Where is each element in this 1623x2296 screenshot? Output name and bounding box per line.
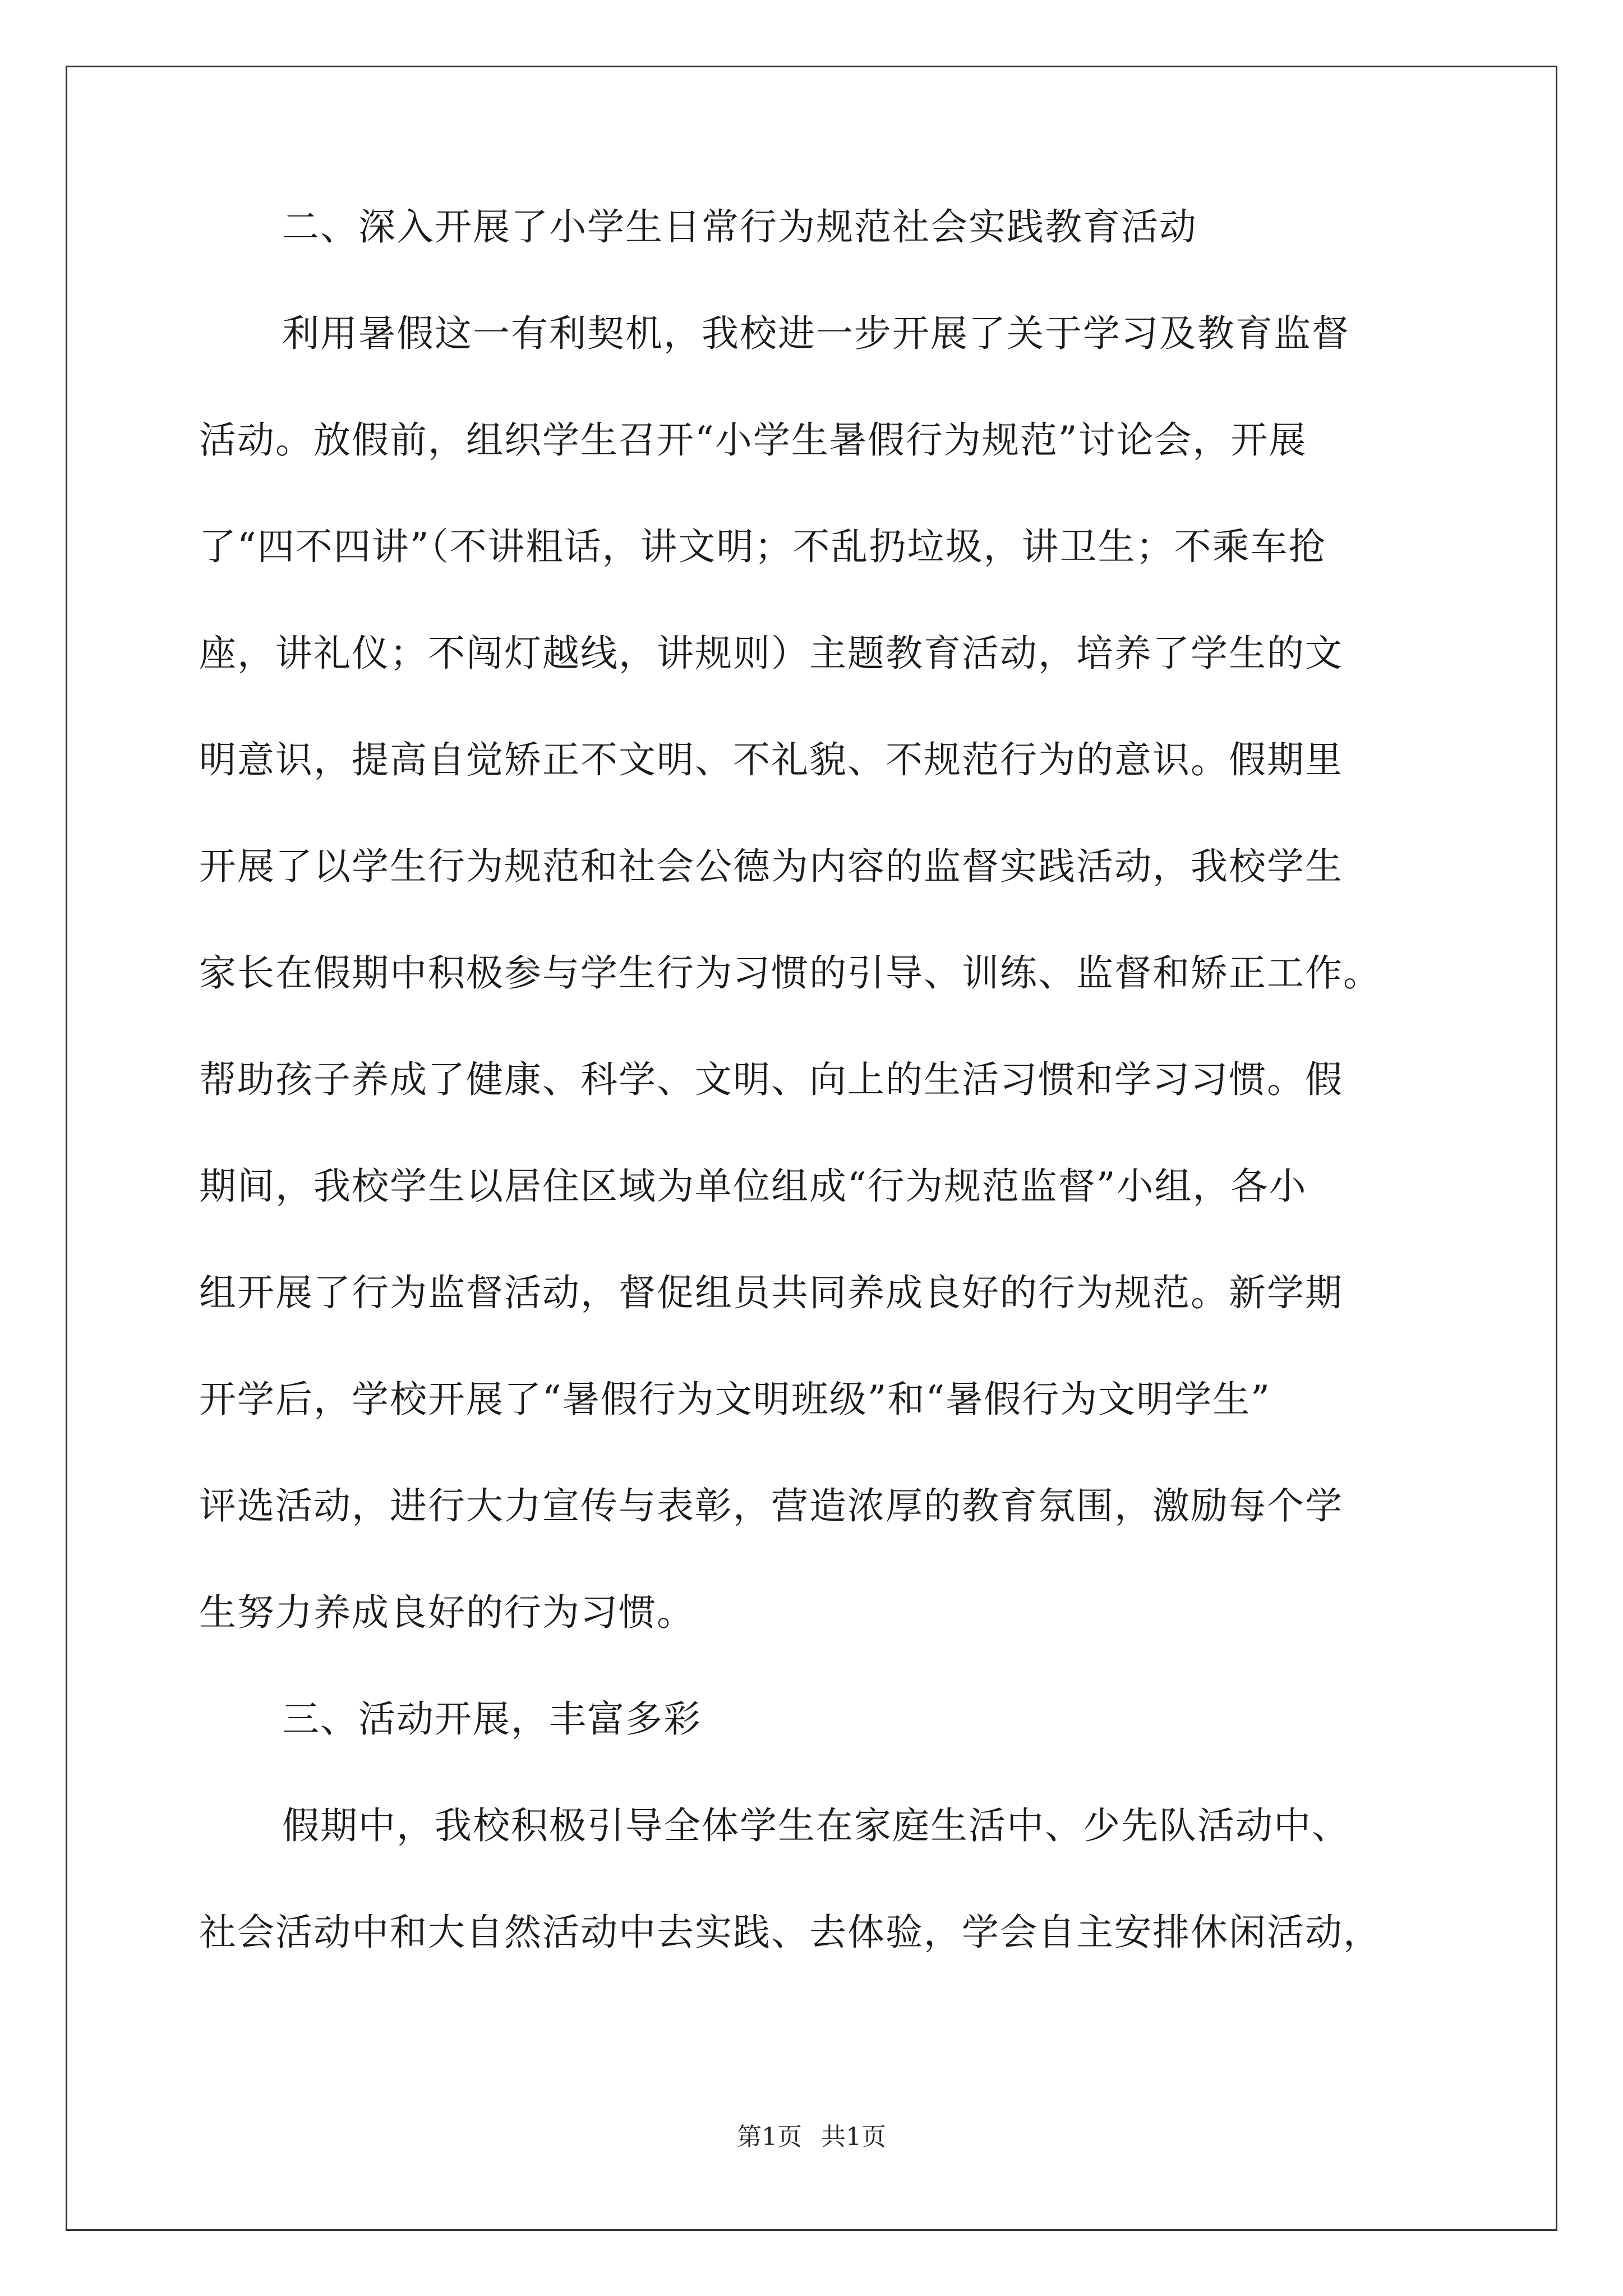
- paragraph-line: 帮助孩子养成了健康、科学、文明、向上的生活习惯和学习习惯。假: [199, 1058, 1343, 1101]
- page-border: [66, 66, 1557, 2231]
- page-footer: [0, 2122, 1623, 2153]
- paragraph-line: 利用暑假这一有利契机，我校进一步开展了关于学习及教育监督: [282, 312, 1350, 355]
- paragraph-line: 评选活动，进行大力宣传与表彰，营造浓厚的教育氛围，激励每个学: [199, 1484, 1343, 1527]
- paragraph-line: 开学后，学校开展了“暑假行为文明班级”和“暑假行为文明学生”: [199, 1378, 1271, 1421]
- paragraph-line: 期间，我校学生以居住区域为单位组成“行为规范监督”小组，各小: [199, 1165, 1307, 1208]
- paragraph-line: 明意识，提高自觉矫正不文明、不礼貌、不规范行为的意识。假期里: [199, 738, 1343, 781]
- page-total: 共1页: [821, 2123, 886, 2151]
- paragraph-line: 假期中，我校积极引导全体学生在家庭生活中、少先队活动中、: [282, 1804, 1350, 1847]
- paragraph-line: 生努力养成良好的行为习惯。: [199, 1591, 695, 1634]
- paragraph-line: 社会活动中和大自然活动中去实践、去体验，学会自主安排休闲活动，: [199, 1911, 1381, 1954]
- section-heading-2: 二、深入开展了小学生日常行为规范社会实践教育活动: [282, 205, 1197, 249]
- section-heading-3: 三、活动开展，丰富多彩: [282, 1697, 702, 1741]
- paragraph-line: 座，讲礼仪；不闯灯越线，讲规则）主题教育活动，培养了学生的文: [199, 632, 1343, 675]
- paragraph-line: 开展了以学生行为规范和社会公德为内容的监督实践活动，我校学生: [199, 845, 1343, 888]
- paragraph-line: 活动。放假前，组织学生召开“小学生暑假行为规范”讨论会，开展: [199, 418, 1307, 462]
- paragraph-line: 家长在假期中积极参与学生行为习惯的引导、训练、监督和矫正工作。: [199, 951, 1381, 995]
- page-number: 第1页: [737, 2123, 802, 2151]
- paragraph-line: 组开展了行为监督活动，督促组员共同养成良好的行为规范。新学期: [199, 1271, 1343, 1314]
- paragraph-line: 了“四不四讲”（不讲粗话，讲文明；不乱扔垃圾，讲卫生；不乘车抢: [199, 525, 1327, 568]
